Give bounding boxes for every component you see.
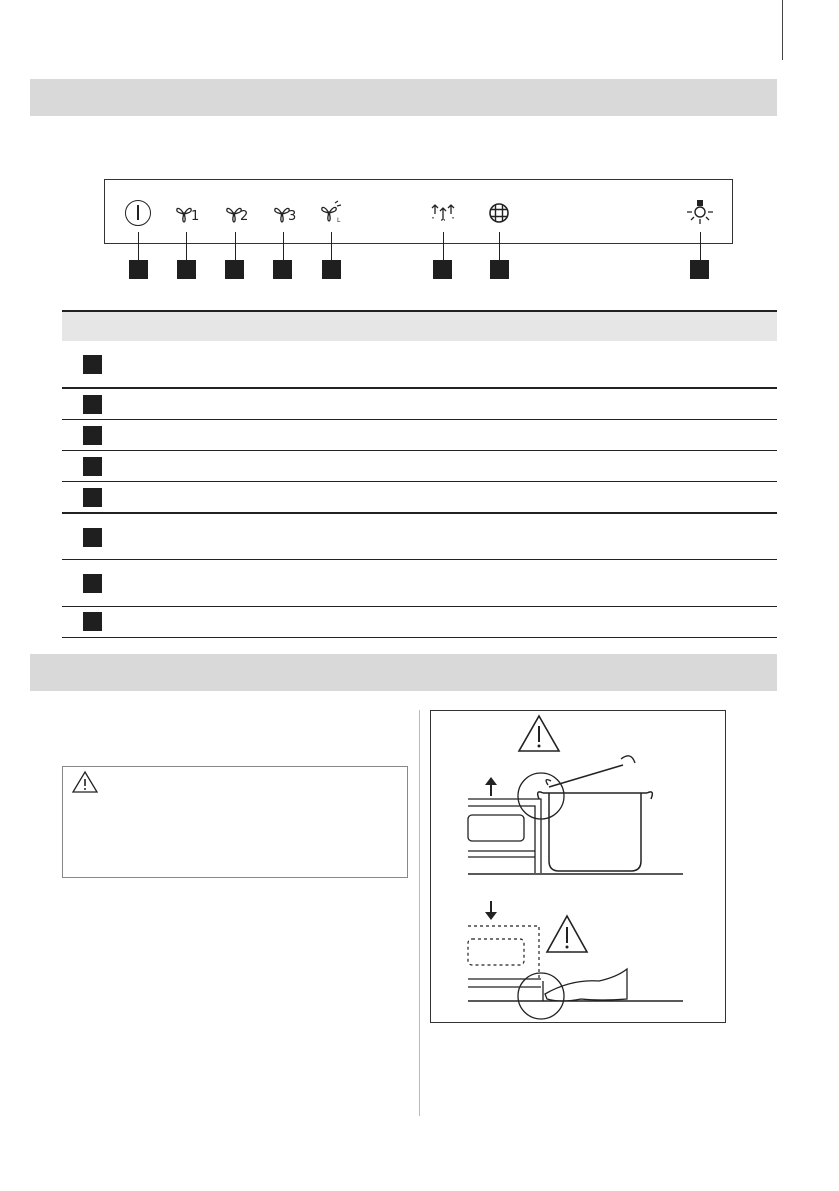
table-row-marker-3 [83, 426, 102, 445]
callout-marker-1 [129, 260, 148, 279]
illustration-drawing [431, 711, 727, 1024]
callout-marker-2 [177, 260, 196, 279]
light-icon [685, 198, 715, 228]
grease-filter-icon [487, 201, 511, 225]
svg-text:L: L [337, 217, 341, 224]
table-row-marker-1 [83, 355, 102, 374]
warning-triangle-icon [71, 770, 99, 794]
section-header-band-control-panel [30, 79, 777, 116]
table-bottom-rule [62, 637, 777, 638]
leader-line [235, 232, 236, 260]
hand-drawing [545, 969, 627, 1001]
table-row-marker-2 [83, 395, 102, 414]
table-row-marker-8 [83, 612, 102, 631]
table-row-marker-7 [83, 574, 102, 593]
fan-boost-icon [320, 200, 346, 224]
table-row-divider [62, 606, 777, 607]
pot-lid-hand-illustration [430, 710, 726, 1023]
table-row-divider [62, 559, 777, 560]
leader-line [499, 232, 500, 260]
table-row-divider [62, 512, 777, 514]
collision-highlight-circle [518, 973, 564, 1019]
leader-line [443, 232, 444, 260]
fan-speed-3-label: 3 [288, 209, 297, 224]
leader-line [138, 232, 139, 260]
column-divider [419, 710, 420, 1116]
callout-marker-7 [490, 260, 509, 279]
callout-marker-5 [322, 260, 341, 279]
callout-marker-4 [273, 260, 292, 279]
fan-speed-2-label: 2 [240, 209, 249, 224]
callout-marker-8 [690, 260, 709, 279]
table-row-marker-4 [83, 457, 102, 476]
section-header-band-operation [30, 654, 777, 691]
page-edge-rule [782, 0, 783, 60]
table-row-marker-6 [83, 528, 102, 547]
table-row-marker-5 [83, 488, 102, 507]
callout-marker-3 [225, 260, 244, 279]
table-row-divider [62, 387, 777, 389]
table-row-divider [62, 419, 777, 420]
table-row-divider [62, 481, 777, 482]
warning-box [62, 766, 408, 878]
hob2hood-icon [430, 200, 456, 224]
callout-marker-6 [433, 260, 452, 279]
leader-line [283, 232, 284, 260]
power-icon [125, 200, 151, 226]
leader-line [700, 232, 701, 260]
leader-line [186, 232, 187, 260]
fan-speed-1-label: 1 [191, 209, 200, 224]
table-header [62, 310, 777, 341]
leader-line [331, 232, 332, 260]
table-row-divider [62, 450, 777, 451]
